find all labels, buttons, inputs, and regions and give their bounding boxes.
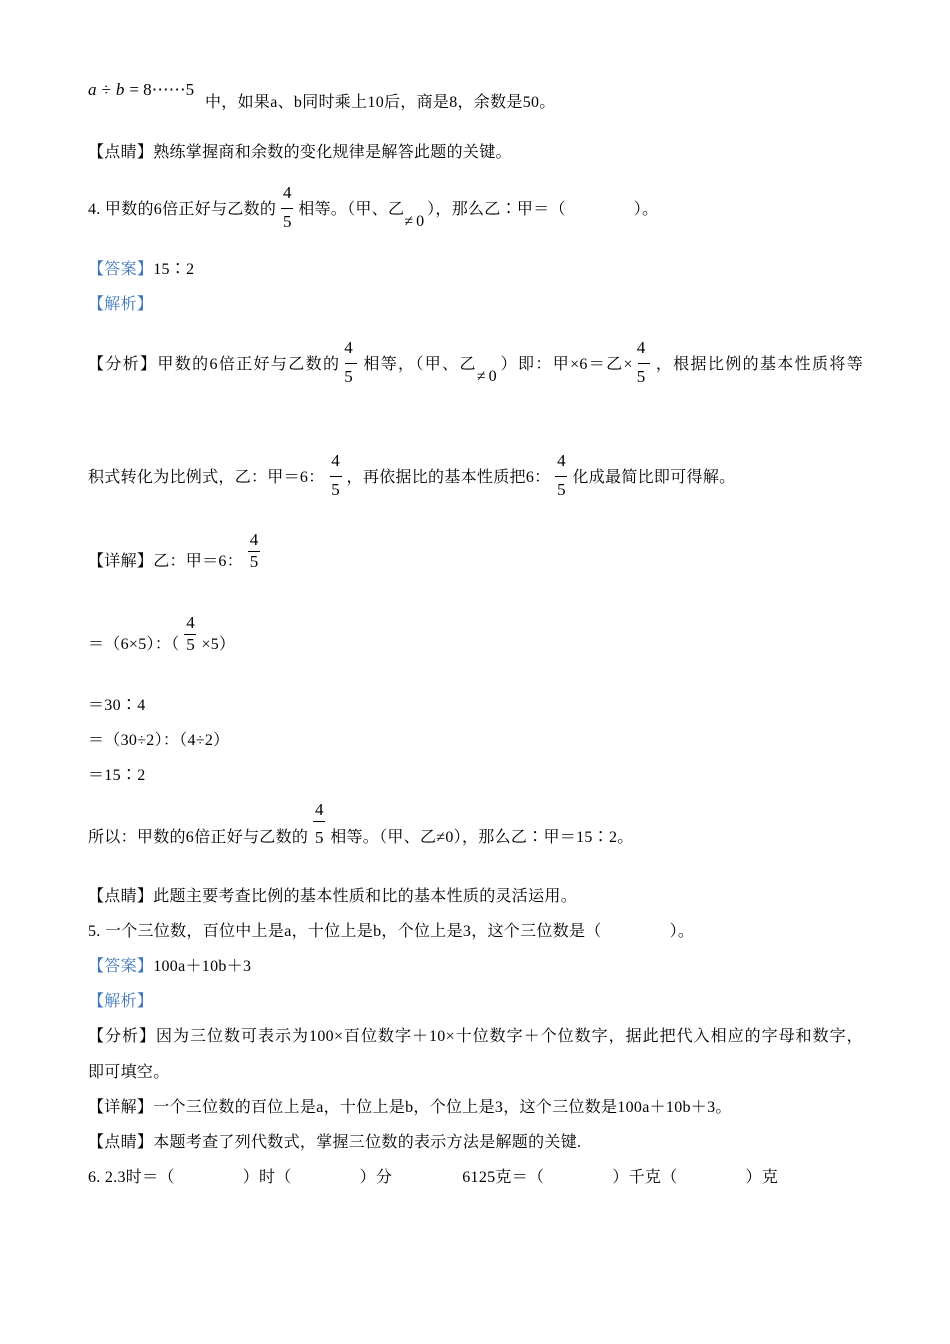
formula-division-sign: ÷ xyxy=(101,80,111,99)
analysis-lead: 积式转化为比例式，乙：甲＝6： xyxy=(88,469,325,486)
q6-stem xyxy=(88,1168,778,1188)
q6-stem-part-4: 6125克＝（ xyxy=(462,1169,545,1186)
q5-analysis-heading: 【解析】 xyxy=(88,993,154,1010)
q4-analysis-line-2 xyxy=(88,451,736,499)
q5-stem-lead: 5. 一个三位数，百位中上是a，十位上是b，个位上是3，这个三位数是（ xyxy=(88,923,602,940)
fraction-numerator: 4 xyxy=(331,451,340,470)
fraction-denominator: 5 xyxy=(331,480,340,499)
comment-label: 【点睛】 xyxy=(88,144,154,161)
fraction-four-fifths xyxy=(329,451,343,499)
fraction-bar xyxy=(345,363,357,364)
answer-text: 100a＋10b＋3 xyxy=(153,958,252,975)
q6-stem-part-1: 6. 2.3时＝（ xyxy=(88,1169,175,1186)
analysis-lead: 甲数的6倍正好与乙数的 xyxy=(157,356,341,373)
comment-text: 本题考查了列代数式，掌握三位数的表示方法是解题的关键. xyxy=(153,1134,582,1151)
q4-analysis-line-1 xyxy=(88,338,864,386)
q4-answer xyxy=(88,260,194,280)
fraction-four-fifths xyxy=(554,451,568,499)
answer-blank xyxy=(566,213,634,214)
q4-detail-step-4: ＝（30÷2）：（4÷2） xyxy=(88,732,230,749)
fraction-bar xyxy=(638,363,650,364)
fraction-denominator: 5 xyxy=(314,828,324,847)
fraction-numerator: 4 xyxy=(636,338,646,357)
analysis-mid-2: ）即：甲×6＝乙× xyxy=(499,356,633,373)
formula-variable-a: a xyxy=(88,80,97,99)
analysis-label: 【分析】 xyxy=(88,356,158,373)
q4-detail-step-5: ＝15∶2 xyxy=(88,767,146,784)
q4-stem xyxy=(88,183,659,231)
comment-text: 熟练掌握商和余数的变化规律是解答此题的关键。 xyxy=(153,144,512,161)
fraction-numerator: 4 xyxy=(314,800,324,819)
answer-blank xyxy=(175,1181,243,1182)
detail-label: 【详解】 xyxy=(88,1099,154,1116)
analysis-condition: ≠0 xyxy=(476,368,500,385)
answer-blank xyxy=(544,1181,612,1182)
fraction-denominator: 5 xyxy=(186,635,195,654)
fraction-numerator: 4 xyxy=(282,183,292,202)
q4-detail-step-2 xyxy=(88,613,236,655)
conclusion-lead: 所以：甲数的6倍正好与乙数的 xyxy=(88,829,309,846)
q4-stem-lead: 4. 甲数的6倍正好与乙数的 xyxy=(88,201,277,218)
fraction-denominator: 5 xyxy=(636,367,646,386)
previous-comment xyxy=(88,143,512,163)
conclusion-tail: 相等。（甲、乙≠0），那么乙∶甲＝15∶2。 xyxy=(330,829,634,846)
fraction-bar xyxy=(281,208,293,209)
q4-stem-tail: ），那么乙∶甲＝（ xyxy=(427,201,566,218)
comment-text: 此题主要考查比例的基本性质和比的基本性质的灵活运用。 xyxy=(153,888,578,905)
fraction-bar xyxy=(330,476,342,477)
analysis-label: 【分析】 xyxy=(88,1028,157,1045)
fraction-bar xyxy=(313,821,325,822)
detail-step-lead: ＝（6×5）：（ xyxy=(88,636,180,653)
answer-text: 15∶2 xyxy=(153,261,195,278)
answer-blank xyxy=(292,1181,360,1182)
q5-answer xyxy=(88,957,251,977)
formula-note: 中，如果a、b同时乘上10后，商是8，余数是50。 xyxy=(205,94,556,111)
q6-stem-part-3: ）分 xyxy=(359,1169,393,1186)
comment-label: 【点睛】 xyxy=(88,1134,154,1151)
fraction-denominator: 5 xyxy=(344,367,353,386)
fraction-denominator: 5 xyxy=(557,480,566,499)
fraction-four-fifths xyxy=(183,613,197,655)
q4-stem-close: ）。 xyxy=(633,201,659,218)
fraction-four-fifths xyxy=(636,338,651,386)
fraction-denominator: 5 xyxy=(249,552,259,571)
q5-analysis-line-1 xyxy=(88,1027,863,1047)
analysis-mid: ，再依据比的基本性质把6： xyxy=(346,469,551,486)
fraction-numerator: 4 xyxy=(249,530,259,549)
q4-analysis-heading: 【解析】 xyxy=(88,296,154,313)
q5-stem-close: ）。 xyxy=(669,923,695,940)
detail-label: 【详解】 xyxy=(88,553,154,570)
formula-result: = 8⋯⋯5 xyxy=(129,80,195,99)
q4-detail-step-3: ＝30∶4 xyxy=(88,697,146,714)
q4-stem-mid: 相等。（甲、乙 xyxy=(298,201,405,218)
answer-blank xyxy=(602,935,670,936)
q5-stem xyxy=(88,922,694,942)
fraction-denominator: 5 xyxy=(282,212,292,231)
detail-step-lead: 乙：甲＝6： xyxy=(153,553,244,570)
fraction-numerator: 4 xyxy=(557,451,566,470)
fraction-four-fifths xyxy=(247,530,261,572)
fraction-four-fifths xyxy=(312,800,326,848)
q5-detail xyxy=(88,1098,732,1118)
comment-label: 【点睛】 xyxy=(88,888,154,905)
q4-detail-step-1 xyxy=(88,530,265,572)
q6-stem-part-2: ）时（ xyxy=(242,1169,292,1186)
division-formula xyxy=(88,80,194,100)
fraction-numerator: 4 xyxy=(186,613,195,632)
fraction-bar xyxy=(555,476,567,477)
fraction-four-fifths xyxy=(280,183,294,231)
analysis-tail: 化成最简比即可得解。 xyxy=(572,469,736,486)
answer-label: 【答案】 xyxy=(88,261,154,278)
detail-text: 一个三位数的百位上是a，十位上是b，个位上是3，这个三位数是100a＋10b＋3。 xyxy=(153,1099,732,1116)
detail-step-tail: ×5） xyxy=(201,636,236,653)
answer-blank xyxy=(678,1181,746,1182)
fraction-four-fifths xyxy=(344,338,358,386)
analysis-tail: ，根据比例的基本性质将等 xyxy=(654,356,864,373)
item-gap xyxy=(392,1181,462,1182)
q6-stem-part-5: ）千克（ xyxy=(612,1169,678,1186)
analysis-text: 因为三位数可表示为100×百位数字＋10×十位数字＋个位数字，据此把代入相应的字母和数字， xyxy=(156,1028,863,1045)
q5-comment xyxy=(88,1133,581,1153)
q5-analysis-line-2: 即可填空。 xyxy=(88,1064,170,1081)
q4-stem-condition: ≠0 xyxy=(404,213,428,230)
answer-label: 【答案】 xyxy=(88,958,154,975)
q4-detail-conclusion xyxy=(88,800,634,848)
formula-variable-b: b xyxy=(115,80,125,99)
fraction-numerator: 4 xyxy=(344,338,353,357)
q4-comment xyxy=(88,887,577,907)
q6-stem-part-6: ）克 xyxy=(745,1169,779,1186)
analysis-mid: 相等，（甲、乙 xyxy=(362,356,477,373)
